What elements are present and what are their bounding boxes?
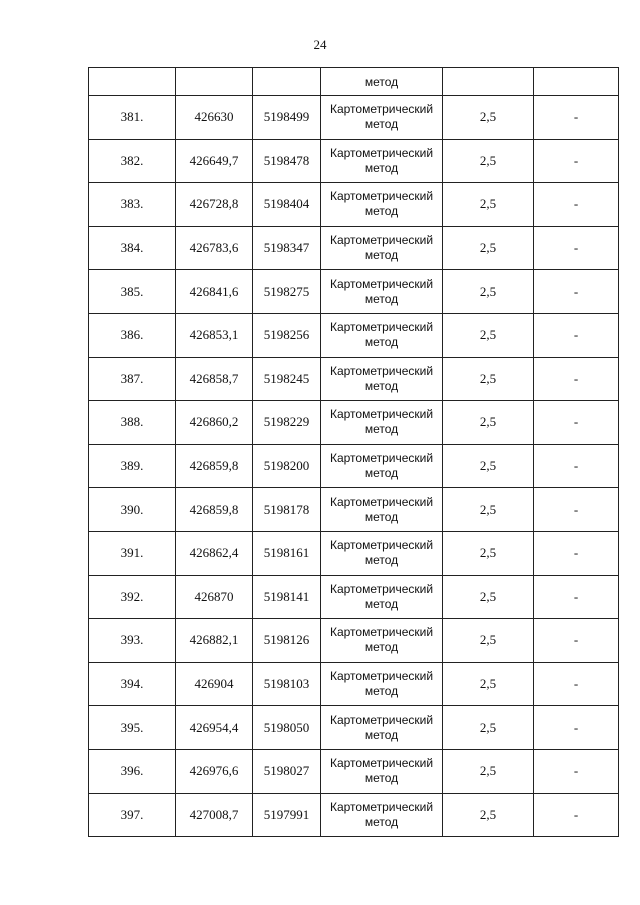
cell-method bbox=[321, 139, 443, 183]
cell-num: 397. bbox=[89, 793, 176, 837]
cell-note: - bbox=[534, 488, 619, 532]
cell-x: 426859,8 bbox=[176, 444, 253, 488]
cell-note: - bbox=[534, 706, 619, 750]
cell-x: 426630 bbox=[176, 96, 253, 140]
cell-accuracy: 2,5 bbox=[443, 139, 534, 183]
cell-y: 5198404 bbox=[253, 183, 321, 227]
cell-method bbox=[321, 619, 443, 663]
cell-x: 426862,4 bbox=[176, 531, 253, 575]
cell-y: 5198200 bbox=[253, 444, 321, 488]
method-line-1: Картометрический bbox=[329, 276, 434, 291]
cell-num: 390. bbox=[89, 488, 176, 532]
method-line-1: Картометрический bbox=[329, 712, 434, 727]
method-line-2: метод bbox=[364, 509, 399, 524]
cell-y: 5198050 bbox=[253, 706, 321, 750]
cell-accuracy: 2,5 bbox=[443, 749, 534, 793]
table-row bbox=[89, 401, 619, 445]
method-line-2: метод bbox=[364, 596, 399, 611]
cell-num: 382. bbox=[89, 139, 176, 183]
cell-y: 5198141 bbox=[253, 575, 321, 619]
cell-y: 5198027 bbox=[253, 749, 321, 793]
method-line-1: Картометрический bbox=[329, 363, 434, 378]
method-line-2: метод bbox=[364, 117, 399, 132]
cell-num: 392. bbox=[89, 575, 176, 619]
method-line-2: метод bbox=[364, 291, 399, 306]
cell-y: 5198499 bbox=[253, 96, 321, 140]
cell-x: 426860,2 bbox=[176, 401, 253, 445]
cell-accuracy bbox=[443, 68, 534, 96]
cell-y: 5198178 bbox=[253, 488, 321, 532]
method-line-1: Картометрический bbox=[329, 799, 434, 814]
table-row bbox=[89, 793, 619, 837]
cell-num: 386. bbox=[89, 313, 176, 357]
method-line-2: метод bbox=[364, 466, 399, 481]
cell-accuracy: 2,5 bbox=[443, 226, 534, 270]
cell-x: 426783,6 bbox=[176, 226, 253, 270]
method-line-1: Картометрический bbox=[329, 669, 434, 684]
cell-method bbox=[321, 749, 443, 793]
cell-num: 381. bbox=[89, 96, 176, 140]
cell-accuracy: 2,5 bbox=[443, 444, 534, 488]
cell-note: - bbox=[534, 575, 619, 619]
cell-x: 426858,7 bbox=[176, 357, 253, 401]
cell-accuracy: 2,5 bbox=[443, 313, 534, 357]
table-row bbox=[89, 488, 619, 532]
cell-num: 396. bbox=[89, 749, 176, 793]
cell-x: 426649,7 bbox=[176, 139, 253, 183]
cell-num: 395. bbox=[89, 706, 176, 750]
cell-method bbox=[321, 575, 443, 619]
cell-accuracy: 2,5 bbox=[443, 357, 534, 401]
cell-note: - bbox=[534, 313, 619, 357]
cell-x: 426728,8 bbox=[176, 183, 253, 227]
cell-y: 5198478 bbox=[253, 139, 321, 183]
table-row bbox=[89, 749, 619, 793]
method-line-2: метод bbox=[364, 422, 399, 437]
cell-y: 5198245 bbox=[253, 357, 321, 401]
cell-note: - bbox=[534, 357, 619, 401]
cell-x: 426976,6 bbox=[176, 749, 253, 793]
cell-x: 426904 bbox=[176, 662, 253, 706]
cell-method bbox=[321, 444, 443, 488]
cell-method bbox=[321, 183, 443, 227]
cell-num: 385. bbox=[89, 270, 176, 314]
cell-accuracy: 2,5 bbox=[443, 706, 534, 750]
cell-y: 5198256 bbox=[253, 313, 321, 357]
table-row bbox=[89, 619, 619, 663]
method-line-1: Картометрический bbox=[329, 407, 434, 422]
table-row bbox=[89, 575, 619, 619]
method-line-1: Картометрический bbox=[329, 320, 434, 335]
cell-x: 426841,6 bbox=[176, 270, 253, 314]
cell-method bbox=[321, 488, 443, 532]
method-line-1: Картометрический bbox=[329, 233, 434, 248]
cell-num: 394. bbox=[89, 662, 176, 706]
cell-y: 5197991 bbox=[253, 793, 321, 837]
table-row bbox=[89, 139, 619, 183]
cell-accuracy: 2,5 bbox=[443, 96, 534, 140]
cell-accuracy: 2,5 bbox=[443, 401, 534, 445]
cell-note: - bbox=[534, 270, 619, 314]
cell-method bbox=[321, 270, 443, 314]
cell-method bbox=[321, 793, 443, 837]
cell-accuracy: 2,5 bbox=[443, 531, 534, 575]
cell-y: 5198347 bbox=[253, 226, 321, 270]
method-line-1: Картометрический bbox=[329, 189, 434, 204]
method-line-1: Картометрический bbox=[329, 451, 434, 466]
method-line-2: метод bbox=[364, 640, 399, 655]
cell-note: - bbox=[534, 444, 619, 488]
cell-accuracy: 2,5 bbox=[443, 662, 534, 706]
cell-y: 5198229 bbox=[253, 401, 321, 445]
cell-note: - bbox=[534, 531, 619, 575]
cell-note: - bbox=[534, 183, 619, 227]
method-line-1: Картометрический bbox=[329, 102, 434, 117]
cell-method bbox=[321, 226, 443, 270]
cell-method bbox=[321, 706, 443, 750]
cell-method: метод bbox=[321, 68, 443, 96]
table-row bbox=[89, 226, 619, 270]
cell-note: - bbox=[534, 662, 619, 706]
cell-note: - bbox=[534, 139, 619, 183]
cell-accuracy: 2,5 bbox=[443, 488, 534, 532]
table-row bbox=[89, 96, 619, 140]
cell-y bbox=[253, 68, 321, 96]
cell-method bbox=[321, 531, 443, 575]
method-line-2: метод bbox=[364, 335, 399, 350]
cell-method bbox=[321, 662, 443, 706]
method-line-1: Картометрический bbox=[329, 625, 434, 640]
cell-y: 5198275 bbox=[253, 270, 321, 314]
table-row bbox=[89, 357, 619, 401]
cell-num: 387. bbox=[89, 357, 176, 401]
cell-num: 383. bbox=[89, 183, 176, 227]
method-line-1: Картометрический bbox=[329, 145, 434, 160]
cell-x: 426954,4 bbox=[176, 706, 253, 750]
cell-method bbox=[321, 96, 443, 140]
cell-note: - bbox=[534, 401, 619, 445]
method-line-2: метод bbox=[364, 204, 399, 219]
cell-num: 391. bbox=[89, 531, 176, 575]
cell-note: - bbox=[534, 749, 619, 793]
table-row bbox=[89, 706, 619, 750]
cell-y: 5198103 bbox=[253, 662, 321, 706]
cell-note bbox=[534, 68, 619, 96]
cell-num: 389. bbox=[89, 444, 176, 488]
method-line-2: метод bbox=[364, 771, 399, 786]
method-line-2: метод bbox=[364, 684, 399, 699]
cell-accuracy: 2,5 bbox=[443, 793, 534, 837]
cell-method bbox=[321, 313, 443, 357]
method-line-2: метод bbox=[364, 160, 399, 175]
cell-accuracy: 2,5 bbox=[443, 575, 534, 619]
cell-note: - bbox=[534, 96, 619, 140]
cell-num: 393. bbox=[89, 619, 176, 663]
cell-y: 5198161 bbox=[253, 531, 321, 575]
cell-accuracy: 2,5 bbox=[443, 183, 534, 227]
table-row bbox=[89, 662, 619, 706]
table-row bbox=[89, 531, 619, 575]
method-line-1: Картометрический bbox=[329, 538, 434, 553]
method-line-2: метод bbox=[364, 727, 399, 742]
cell-accuracy: 2,5 bbox=[443, 619, 534, 663]
cell-method bbox=[321, 401, 443, 445]
cell-x: 426859,8 bbox=[176, 488, 253, 532]
cell-x: 427008,7 bbox=[176, 793, 253, 837]
method-line-2: метод bbox=[364, 248, 399, 263]
cell-x bbox=[176, 68, 253, 96]
table-row bbox=[89, 270, 619, 314]
method-line-1: Картометрический bbox=[329, 756, 434, 771]
cell-x: 426882,1 bbox=[176, 619, 253, 663]
method-line-1: Картометрический bbox=[329, 494, 434, 509]
method-line-2: метод bbox=[364, 553, 399, 568]
cell-x: 426870 bbox=[176, 575, 253, 619]
cell-note: - bbox=[534, 226, 619, 270]
continuation-row bbox=[89, 68, 619, 96]
cell-x: 426853,1 bbox=[176, 313, 253, 357]
cell-note: - bbox=[534, 793, 619, 837]
method-line-1: Картометрический bbox=[329, 581, 434, 596]
cell-y: 5198126 bbox=[253, 619, 321, 663]
cell-method bbox=[321, 357, 443, 401]
cell-num: 388. bbox=[89, 401, 176, 445]
cell-num bbox=[89, 68, 176, 96]
table-row bbox=[89, 313, 619, 357]
page-number: 24 bbox=[313, 37, 327, 52]
method-line-2: метод bbox=[364, 814, 399, 829]
method-line-2: метод bbox=[364, 378, 399, 393]
cell-note: - bbox=[534, 619, 619, 663]
cell-num: 384. bbox=[89, 226, 176, 270]
table-row bbox=[89, 444, 619, 488]
coordinates-table bbox=[88, 67, 619, 837]
table-row bbox=[89, 183, 619, 227]
cell-accuracy: 2,5 bbox=[443, 270, 534, 314]
